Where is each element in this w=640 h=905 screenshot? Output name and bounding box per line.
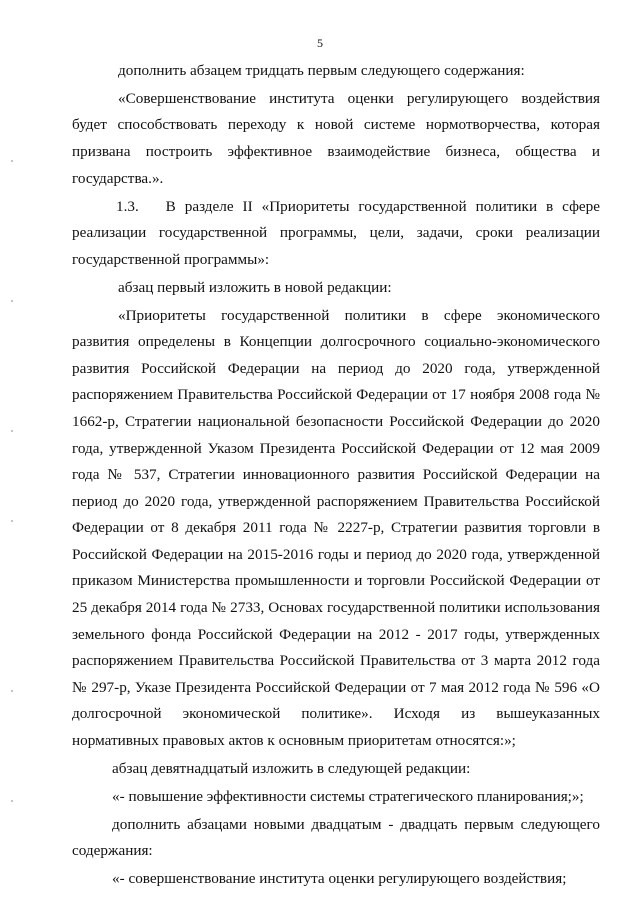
paragraph-6: абзац девятнадцатый изложить в следующей редакции: [112,759,471,777]
paragraph-5: «Приоритеты государственной политики в сфере экономического развития определены в Концепции долгосрочного социально-экономического развития Российской Федерации на период до 2020 года, утвержденной распоряжением Правительства Российской Федерации от 17 ноября 2008 года № 1662-р, Стратегии национальной безопасности Российской Федерации до 2020 года, утвержденной Указом Президента Российской Федерации от 12 мая 2009 года № 537, Стратегии инновационного развития Российской Федерации на период до 2020 года, утвержденной распоряжением Правительства Российской Федерации от 8 декабря 2011 года № 2227-р, Стратегии развития торговли в Российской Федерации на 2015-2016 годы и период до 2020 года, утвержденной приказом Министерства промышленности и торговли Российской Федерации от 25 декабря 2014 года № 2733, Основах государственной политики использования земельного фонда Российской Федерации на 2012 - 2017 годы, утвержденных распоряжением Правительства Российской Правительства от 3 марта 2012 года № 297-р, Указе Президента Российской Федерации от 7 мая 2012 года № 596 «О долгосрочной экономической политике». Исходя из вышеуказанных нормативных правовых актов к основным приоритетам относятся:»; [72,306,600,750]
scan-speck [11,800,13,802]
paragraph-1: дополнить абзацем тридцать первым следующего содержания: [118,62,525,79]
paragraph-3: 1.3. В разделе II «Приоритеты государственной политики в сфере реализации государственной программы, цели, задачи, сроки реализации государственной программы»: [72,197,600,268]
paragraph-9: «- совершенствование института оценки регулирующего воздействия; [112,870,567,888]
document-body [72,58,600,894]
paragraph-2: «Совершенствование института оценки регулирующего воздействия будет способствовать переходу к новой системе нормотворчества, которая призвана построить эффективное взаимодействие бизнеса, общества и государства.». [72,89,600,187]
paragraph-8: дополнить абзацами новыми двадцатым - двадцать первым следующего содержания: [72,815,600,860]
paragraph-4: абзац первый изложить в новой редакции: [118,278,392,296]
scan-speck [11,300,13,302]
scan-speck [11,520,13,522]
page-number: 5 [317,36,323,50]
paragraph-7: «- повышение эффективности системы стратегического планирования;»; [112,787,584,805]
scan-speck [11,430,13,432]
scan-speck [11,690,13,692]
scan-speck [11,160,13,162]
